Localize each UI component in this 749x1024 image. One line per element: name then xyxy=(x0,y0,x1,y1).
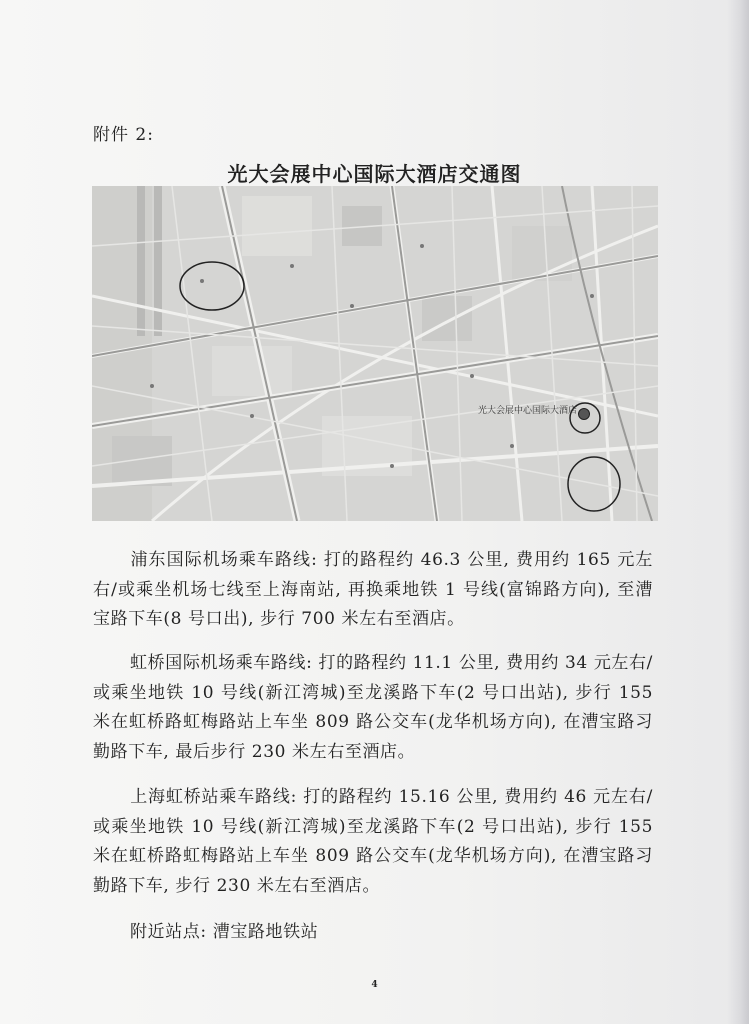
route-hongqiao-station: 上海虹桥站乘车路线: 打的路程约 15.16 公里, 费用约 46 元左右/或乘坐地铁 10 号线(新江湾城)至龙溪路下车(2 号口出站), 步行 155 米在虹桥路虹梅路站上车坐 809 路公交车(龙华机场方向), 在漕宝路习勤路下车, 步行 230 米左右至酒店。 xyxy=(93,787,653,896)
route-hongqiao-airport: 虹桥国际机场乘车路线: 打的路程约 11.1 公里, 费用约 34 元左右/或乘坐地铁 10 号线(新江湾城)至龙溪路下车(2 号口出站), 步行 155 米在虹桥路虹梅路站上车坐 809 路公交车(龙华机场方向), 在漕宝路习勤路下车, 最后步行 230 米左右至酒店。 xyxy=(93,653,653,762)
map-graphic xyxy=(92,186,658,521)
route-pudong-airport: 浦东国际机场乘车路线: 打的路程约 46.3 公里, 费用约 165 元左右/或乘坐机场七线至上海南站, 再换乘地铁 1 号线(富锦路方向), 至漕宝路下车(8 号口出), 步行 700 米左右至酒店。 xyxy=(93,550,653,629)
page-edge-shadow xyxy=(727,0,749,1024)
nearby-station: 附近站点: 漕宝路地铁站 xyxy=(130,922,319,942)
page-title: 光大会展中心国际大酒店交通图 xyxy=(227,162,522,186)
hotel-map-label: 光大会展中心国际大酒店 xyxy=(478,406,578,416)
attachment-label: 附件 2: xyxy=(93,125,154,145)
page-number: 4 xyxy=(371,980,378,990)
transport-map xyxy=(92,186,658,521)
hotel-marker-icon xyxy=(578,408,590,420)
